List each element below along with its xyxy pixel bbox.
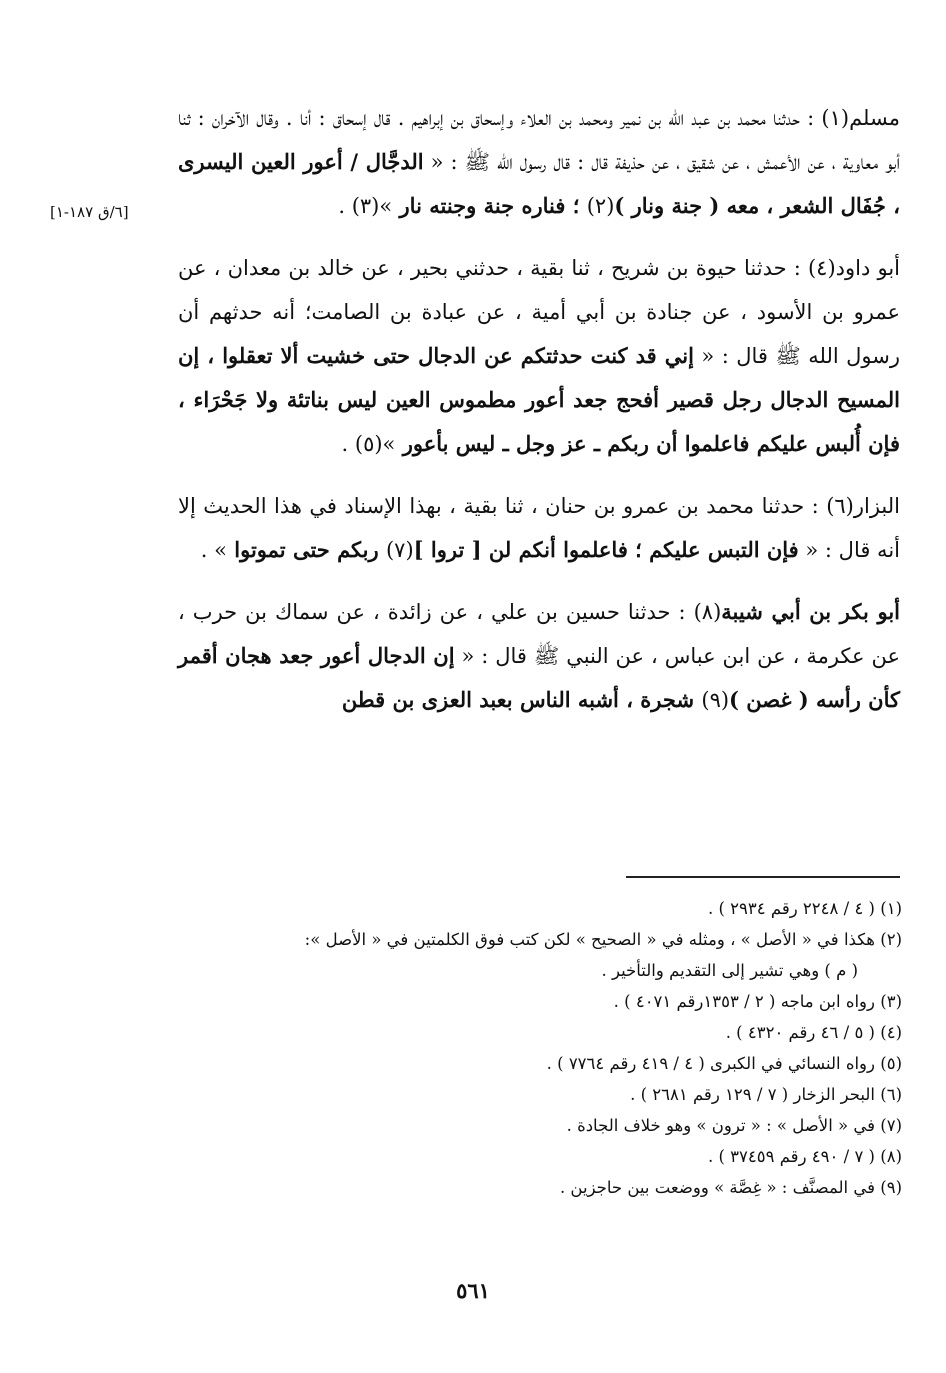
- page-number: ٥٦١: [456, 1278, 490, 1303]
- footnote: (٣) رواه ابن ماجه ( ٢ / ١٣٥٣رقم ٤٠٧١ ) .: [613, 992, 902, 1011]
- hadith-text: فإن التبس عليكم ؛ فاعلموا أنكم لن [ تروا ]: [413, 537, 799, 562]
- footnote: (٩) في المصنَّف : « غِصَّة » ووضعت بين حاجزين .: [559, 1178, 902, 1197]
- narration-text: : حدثنا محمد بن عبد الله بن نمير ومحمد بن العلاء وإسحاق بن إبراهيم . قال إسحاق : أنا . وقال الآخران : ثنا أبو معاوية ، عن الأعمش ، عن شقيق ، عن حذيفة قال : قال رسول الله ﷺ : «: [178, 106, 900, 174]
- hadith-text: ؛ فناره جنة وجنته نار: [392, 193, 587, 218]
- hadith-paragraph: [178, 484, 900, 572]
- narration-text: (٢): [586, 194, 615, 218]
- footnote: ( م ) وهي تشير إلى التقديم والتأخير .: [601, 961, 858, 980]
- footnote: (٥) رواه النسائي في الكبرى ( ٤ / ٤١٩ رقم ٧٧٦٤ ) .: [546, 1054, 902, 1073]
- narration-text: (٨) : حدثنا حسين بن علي ، عن زائدة ، عن سماك بن حرب ، عن عكرمة ، عن ابن عباس ، عن النبي ﷺ قال : «: [178, 600, 900, 668]
- footnote: (٦) البحر الزخار ( ٧ / ١٢٩ رقم ٢٦٨١ ) .: [630, 1085, 902, 1104]
- hadith-text: إن الدجال أعور جعد هجان أقمر كأن رأسه ( غصن ): [178, 643, 900, 712]
- narration-text: (٩): [701, 688, 730, 712]
- hadith-text: شجرة ، أشبه الناس بعبد العزى بن قطن: [341, 687, 702, 712]
- hadith-paragraph: [178, 246, 900, 466]
- narration-text: »(٥) .: [341, 432, 396, 456]
- narration-text: (١): [821, 106, 850, 130]
- hadith-text: إني قد كنت حدثتكم عن الدجال حتى خشيت ألا تعقلوا ، إن المسيح الدجال رجل قصير أفحج جعد أعور مطموس العين ليس بناتئة ولا جَحْرَاء ، فإن أُلبس عليكم فاعلموا أن ربكم ـ عز وجل ـ ليس بأعور: [178, 343, 900, 456]
- footnote: (٨) ( ٧ / ٤٩٠ رقم ٣٧٤٥٩ ) .: [707, 1147, 902, 1166]
- hadith-text: أبو بكر بن أبي شيبة: [721, 599, 900, 624]
- narration-text: مسلم: [849, 106, 900, 130]
- main-text: [178, 96, 900, 740]
- manuscript-folio-note: [٦/ق ١٨٧-١]: [50, 203, 129, 221]
- footnotes: [180, 893, 902, 1203]
- footnote: (١) ( ٤ / ٢٢٤٨ رقم ٢٩٣٤ ) .: [707, 899, 902, 918]
- footnote-separator: [626, 876, 900, 878]
- footnote: (٤) ( ٥ / ٤٦ رقم ٤٣٢٠ ) .: [725, 1023, 902, 1042]
- narration-text: » .: [200, 538, 227, 562]
- narration-text: أبو داود(٤) : حدثنا حيوة بن شريح ، ثنا بقية ، حدثني بحير ، عن خالد بن معدان ، عن عمرو بن الأسود ، عن جنادة بن أبي أمية ، عن عبادة بن الصامت؛ أنه حدثهم أن رسول الله ﷺ قال : «: [178, 256, 900, 368]
- hadith-text: ربكم حتى تموتوا: [226, 537, 386, 562]
- narration-text: (٧): [385, 538, 414, 562]
- hadith-paragraph: [178, 96, 900, 228]
- narration-text: البزار(٦) : حدثنا محمد بن عمرو بن حنان ، ثنا بقية ، بهذا الإسناد في هذا الحديث إلا أنه قال : «: [178, 494, 900, 562]
- footnote: (٧) في « الأصل » : « ترون » وهو خلاف الجادة .: [566, 1116, 902, 1135]
- hadith-text: الدجَّال / أعور العين اليسرى ، جُفَال الشعر ، معه ( جنة ونار ): [178, 149, 900, 218]
- footnote: (٢) هكذا في « الأصل » ، ومثله في « الصحيح » لكن كتب فوق الكلمتين في « الأصل »:: [304, 930, 902, 949]
- narration-text: »(٣) .: [338, 194, 393, 218]
- hadith-paragraph: [178, 590, 900, 722]
